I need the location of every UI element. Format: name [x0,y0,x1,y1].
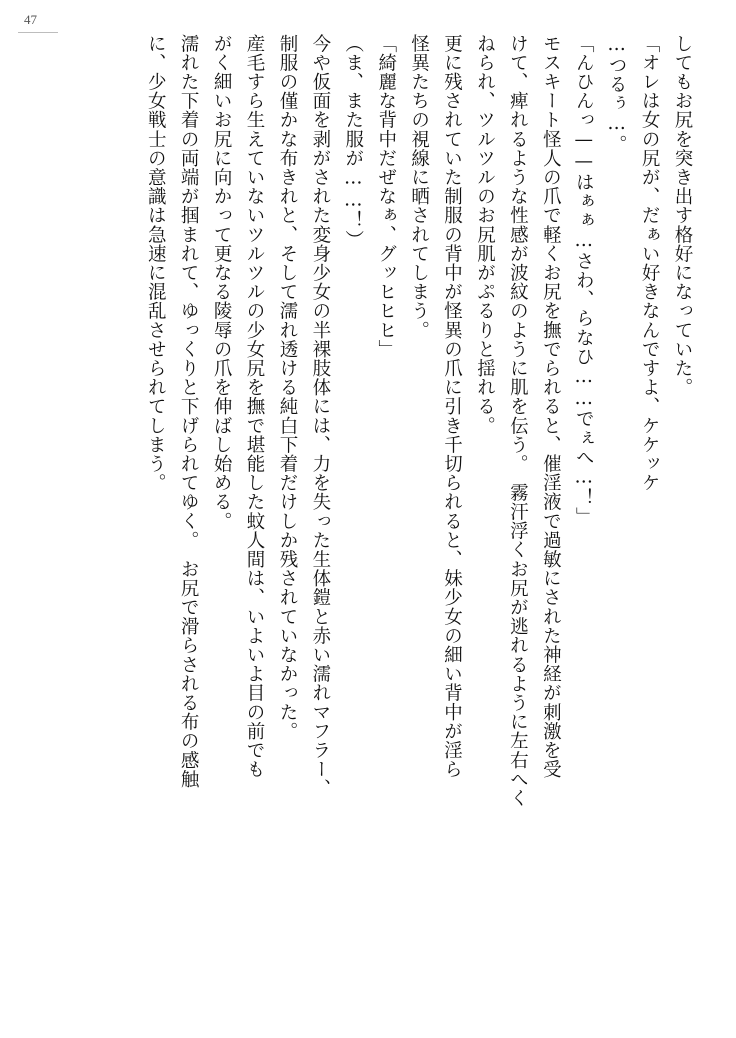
body-paragraph: 「綺麗な背中だぜなぁ、グッヒヒヒ」 [375,34,397,359]
body-paragraph: 「んひんっ——はぁぁ…さわ、らなひ……でぇへ…！」 [573,34,595,527]
body-paragraph: ねられ、ツルツルのお尻肌がぷるりと揺れる。 [474,34,496,436]
vertical-text-body [58,34,698,1010]
body-paragraph: モスキート怪人の爪で軽くお尻を撫でられると、催淫液で過敏にされた神経が刺激を受 [540,34,562,779]
body-paragraph: …つるぅ…。 [606,34,628,154]
body-paragraph: 怪異たちの視線に晒されてしまう。 [408,34,430,340]
body-paragraph: がく細いお尻に向かって更なる陵辱の爪を伸ばし始める。 [211,34,233,531]
body-paragraph: けて、痺れるような性感が波紋のように肌を伝う。 霧汗浮くお尻が逃れるように左右へく [507,34,529,808]
page-number: 47 [24,12,37,27]
body-paragraph: （ま、また服が……！） [342,34,364,250]
body-paragraph: に、少女戦士の意識は急速に混乱させられてしまう。 [145,34,167,493]
body-paragraph: 濡れた下着の両端が掴まれて、ゆっくりと下げられてゆく。 お尻で滑らされる布の感触 [178,34,200,789]
header-rule [18,32,58,33]
body-paragraph: 「オレは女の尻が、だぁい好きなんですよ、ケケッケ [639,34,661,493]
body-paragraph: してもお尻を突き出す格好になっていた。 [672,34,693,397]
body-paragraph: 制服の僅かな布きれと、そして濡れ透ける純白下着だけしか残されていなかった。 [276,34,298,741]
body-paragraph: 今や仮面を剥がされた変身少女の半裸肢体には、力を失った生体鎧と赤い濡れマフラー、 [309,34,331,798]
body-paragraph: 産毛すら生えていないツルツルの少女尻を撫で堪能した蚊人間は、いよいよ目の前でも [244,34,266,779]
body-paragraph: 更に残されていた制服の背中が怪異の爪に引き千切られると、妹少女の細い背中が淫ら [441,34,463,779]
